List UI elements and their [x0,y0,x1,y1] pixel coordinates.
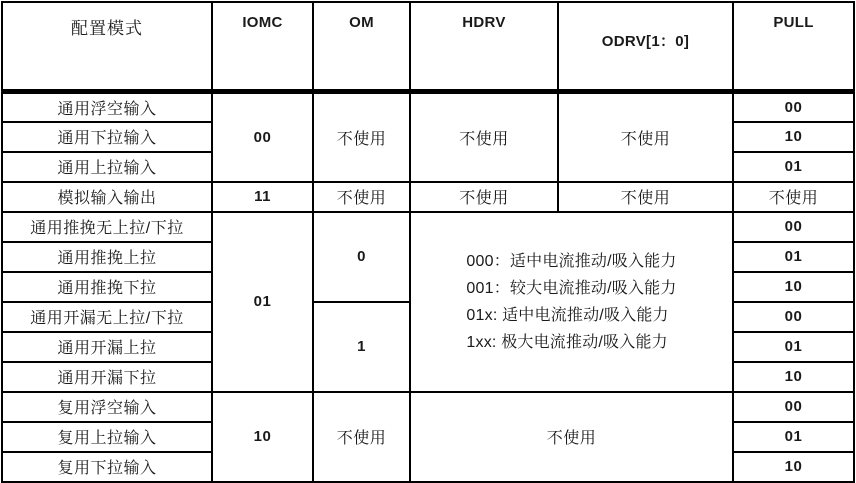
table-row [2,182,854,212]
mode-cell: 通用开漏下拉 [2,362,212,392]
table-row [2,212,854,242]
mode-cell: 通用推挽无上拉/下拉 [2,212,212,242]
drive-capability-cell [410,212,733,392]
header-row [2,2,854,92]
pull-cell: 10 [733,272,854,302]
pull-cell: 00 [733,92,854,122]
pull-cell: 01 [733,242,854,272]
col-header-odrv: ODRV[1：0] [558,2,733,92]
om-cell: 不使用 [313,92,410,182]
col-header-om: OM [313,2,410,92]
pull-cell: 00 [733,392,854,422]
pull-cell: 不使用 [733,182,854,212]
pull-cell: 00 [733,212,854,242]
pull-cell: 10 [733,452,854,482]
col-header-hdrv: HDRV [410,2,558,92]
hdrv-cell: 不使用 [410,92,558,182]
pull-cell: 01 [733,422,854,452]
col-header-pull: PULL [733,2,854,92]
mode-cell: 通用下拉输入 [2,122,212,152]
hdrv-cell: 不使用 [410,182,558,212]
odrv-cell: 不使用 [558,92,733,182]
drive-capability-lines [466,248,676,356]
om-cell: 不使用 [313,392,410,482]
iomc-cell: 10 [212,392,313,482]
table-row [2,92,854,122]
mode-cell: 模拟输入输出 [2,182,212,212]
mode-cell: 复用浮空输入 [2,392,212,422]
pull-cell: 00 [733,302,854,332]
iomc-cell: 01 [212,212,313,392]
mode-cell: 通用浮空输入 [2,92,212,122]
mode-cell: 复用下拉输入 [2,452,212,482]
pull-cell: 01 [733,152,854,182]
om-cell: 0 [313,212,410,302]
mode-cell: 通用开漏上拉 [2,332,212,362]
drive-line: 000：适中电流推动/吸入能力 [466,252,677,270]
col-header-iomc: IOMC [212,2,313,92]
om-cell: 1 [313,302,410,392]
iomc-cell: 11 [212,182,313,212]
odrv-cell: 不使用 [558,182,733,212]
mode-cell: 复用上拉输入 [2,422,212,452]
drive-capability-cell: 不使用 [410,392,733,482]
iomc-cell: 00 [212,92,313,182]
mode-cell: 通用推挽上拉 [2,242,212,272]
table-row [2,392,854,422]
mode-cell: 通用开漏无上拉/下拉 [2,302,212,332]
om-cell: 不使用 [313,182,410,212]
pull-cell: 10 [733,122,854,152]
col-header-mode: 配置模式 [2,2,212,92]
gpio-config-table [1,1,855,483]
mode-cell: 通用推挽下拉 [2,272,212,302]
drive-line: 001：较大电流推动/吸入能力 [466,279,677,297]
drive-line: 1xx: 极大电流推动/吸入能力 [466,333,668,351]
pull-cell: 01 [733,332,854,362]
drive-line: 01x: 适中电流推动/吸入能力 [466,306,669,324]
pull-cell: 10 [733,362,854,392]
gpio-config-page [0,1,856,477]
mode-cell: 通用上拉输入 [2,152,212,182]
